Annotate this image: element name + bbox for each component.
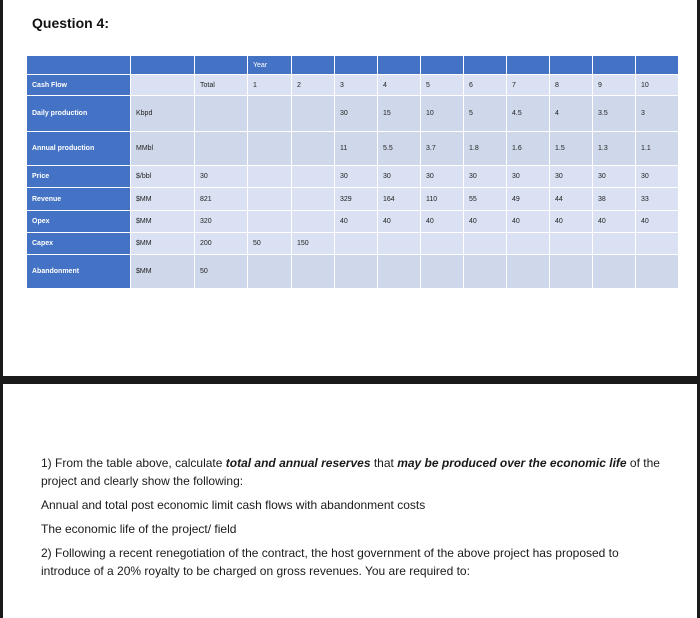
header-cell: 1 bbox=[248, 75, 292, 96]
unit-cell: $MM bbox=[131, 255, 195, 289]
year-cell: 40 bbox=[335, 211, 378, 233]
total-cell: 30 bbox=[195, 166, 248, 188]
requirement-cash-flows: Annual and total post economic limit cash flows with abandonment costs bbox=[41, 498, 426, 512]
unit-cell: $MM bbox=[131, 233, 195, 255]
year-cell bbox=[550, 233, 593, 255]
year-cell: 5.5 bbox=[378, 132, 421, 166]
total-cell: 50 bbox=[195, 255, 248, 289]
row-label: Revenue bbox=[27, 188, 131, 211]
question-title: Question 4: bbox=[32, 15, 110, 31]
year-cell bbox=[248, 255, 292, 289]
year-cell bbox=[248, 166, 292, 188]
year-cell bbox=[507, 233, 550, 255]
emphasis-reserves: total and annual reserves bbox=[225, 456, 371, 470]
year-cell: 1.1 bbox=[636, 132, 679, 166]
year-cell: 10 bbox=[421, 96, 464, 132]
header-cell: 9 bbox=[593, 75, 636, 96]
total-cell bbox=[195, 132, 248, 166]
year-cell: 30 bbox=[636, 166, 679, 188]
year-cell: 40 bbox=[378, 211, 421, 233]
year-cell bbox=[335, 233, 378, 255]
total-cell: 320 bbox=[195, 211, 248, 233]
year-cell: 33 bbox=[636, 188, 679, 211]
header-cell: 6 bbox=[464, 75, 507, 96]
year-cell bbox=[593, 255, 636, 289]
year-cell: 40 bbox=[507, 211, 550, 233]
year-cell: 30 bbox=[507, 166, 550, 188]
year-cell bbox=[593, 233, 636, 255]
year-cell bbox=[378, 233, 421, 255]
row-label: Daily production bbox=[27, 96, 131, 132]
year-cell: 40 bbox=[550, 211, 593, 233]
question-part-1: 1) From the table above, calculate total and annual reserves that may be produced over the economic life of the project and clearly show the following: bbox=[41, 456, 660, 488]
year-cell: 164 bbox=[378, 188, 421, 211]
year-cell bbox=[421, 255, 464, 289]
table-row bbox=[27, 233, 679, 255]
year-cell: 15 bbox=[378, 96, 421, 132]
year-cell: 1.5 bbox=[550, 132, 593, 166]
year-cell: 110 bbox=[421, 188, 464, 211]
total-cell bbox=[195, 96, 248, 132]
table-row bbox=[27, 132, 679, 166]
year-cell: 40 bbox=[636, 211, 679, 233]
year-cell bbox=[507, 255, 550, 289]
year-cell: 4 bbox=[550, 96, 593, 132]
year-cell: 40 bbox=[464, 211, 507, 233]
unit-cell: $/bbl bbox=[131, 166, 195, 188]
year-cell: 1.6 bbox=[507, 132, 550, 166]
year-cell: 49 bbox=[507, 188, 550, 211]
header-cell: 8 bbox=[550, 75, 593, 96]
year-cell: 38 bbox=[593, 188, 636, 211]
table-row bbox=[27, 188, 679, 211]
unit-cell: Kbpd bbox=[131, 96, 195, 132]
year-cell bbox=[292, 211, 335, 233]
row-label: Capex bbox=[27, 233, 131, 255]
year-cell: 1.3 bbox=[593, 132, 636, 166]
year-cell bbox=[292, 255, 335, 289]
year-cell: 40 bbox=[593, 211, 636, 233]
year-cell: 30 bbox=[378, 166, 421, 188]
year-cell bbox=[248, 96, 292, 132]
table-row bbox=[27, 211, 679, 233]
year-cell: 150 bbox=[292, 233, 335, 255]
year-cell: 30 bbox=[335, 96, 378, 132]
year-cell: 3.7 bbox=[421, 132, 464, 166]
table-row bbox=[27, 166, 679, 188]
year-cell: 30 bbox=[335, 166, 378, 188]
year-cell: 11 bbox=[335, 132, 378, 166]
cash-flow-table bbox=[26, 55, 679, 289]
year-cell: 3.5 bbox=[593, 96, 636, 132]
year-cell bbox=[292, 166, 335, 188]
header-cell: 4 bbox=[378, 75, 421, 96]
year-cell bbox=[636, 233, 679, 255]
table-row bbox=[27, 255, 679, 289]
year-cell: 3 bbox=[636, 96, 679, 132]
year-cell: 329 bbox=[335, 188, 378, 211]
year-cell bbox=[292, 132, 335, 166]
year-cell: 4.5 bbox=[507, 96, 550, 132]
header-cell: 5 bbox=[421, 75, 464, 96]
year-cell bbox=[248, 132, 292, 166]
year-cell bbox=[464, 255, 507, 289]
year-cell: 40 bbox=[421, 211, 464, 233]
year-cell bbox=[248, 188, 292, 211]
year-cell bbox=[292, 96, 335, 132]
question-part-2: 2) Following a recent renegotiation of the contract, the host government of the above project has proposed to introduce of a 20% royalty to be charged on gross revenues. You are required to: bbox=[41, 546, 619, 578]
year-cell: 44 bbox=[550, 188, 593, 211]
header-cell: 7 bbox=[507, 75, 550, 96]
year-cell bbox=[464, 233, 507, 255]
year-cell: 30 bbox=[464, 166, 507, 188]
page-divider bbox=[0, 376, 700, 384]
year-cell: 5 bbox=[464, 96, 507, 132]
instructions-panel bbox=[0, 384, 700, 618]
year-cell: 30 bbox=[421, 166, 464, 188]
unit-cell: MMbl bbox=[131, 132, 195, 166]
requirement-economic-life: The economic life of the project/ field bbox=[41, 522, 237, 536]
total-cell: 821 bbox=[195, 188, 248, 211]
header-cell: Cash Flow bbox=[27, 75, 131, 96]
header-cell: Total bbox=[195, 75, 248, 96]
unit-cell: $MM bbox=[131, 188, 195, 211]
year-cell: 1.8 bbox=[464, 132, 507, 166]
emphasis-economic-life: may be produced over the economic life bbox=[397, 456, 627, 470]
header-cell bbox=[131, 75, 195, 96]
year-label: Year bbox=[248, 56, 292, 75]
year-header-row bbox=[27, 56, 679, 75]
total-cell: 200 bbox=[195, 233, 248, 255]
year-cell bbox=[550, 255, 593, 289]
row-label: Opex bbox=[27, 211, 131, 233]
year-cell: 55 bbox=[464, 188, 507, 211]
row-label: Price bbox=[27, 166, 131, 188]
year-cell: 50 bbox=[248, 233, 292, 255]
year-cell bbox=[421, 233, 464, 255]
year-cell bbox=[292, 188, 335, 211]
header-cell: 2 bbox=[292, 75, 335, 96]
unit-cell: $MM bbox=[131, 211, 195, 233]
header-cell: 10 bbox=[636, 75, 679, 96]
year-cell bbox=[335, 255, 378, 289]
year-cell: 30 bbox=[550, 166, 593, 188]
header-cell: 3 bbox=[335, 75, 378, 96]
table-row bbox=[27, 96, 679, 132]
year-cell bbox=[378, 255, 421, 289]
year-cell: 30 bbox=[593, 166, 636, 188]
column-header-row bbox=[27, 75, 679, 96]
year-cell bbox=[636, 255, 679, 289]
row-label: Abandonment bbox=[27, 255, 131, 289]
year-cell bbox=[248, 211, 292, 233]
row-label: Annual production bbox=[27, 132, 131, 166]
